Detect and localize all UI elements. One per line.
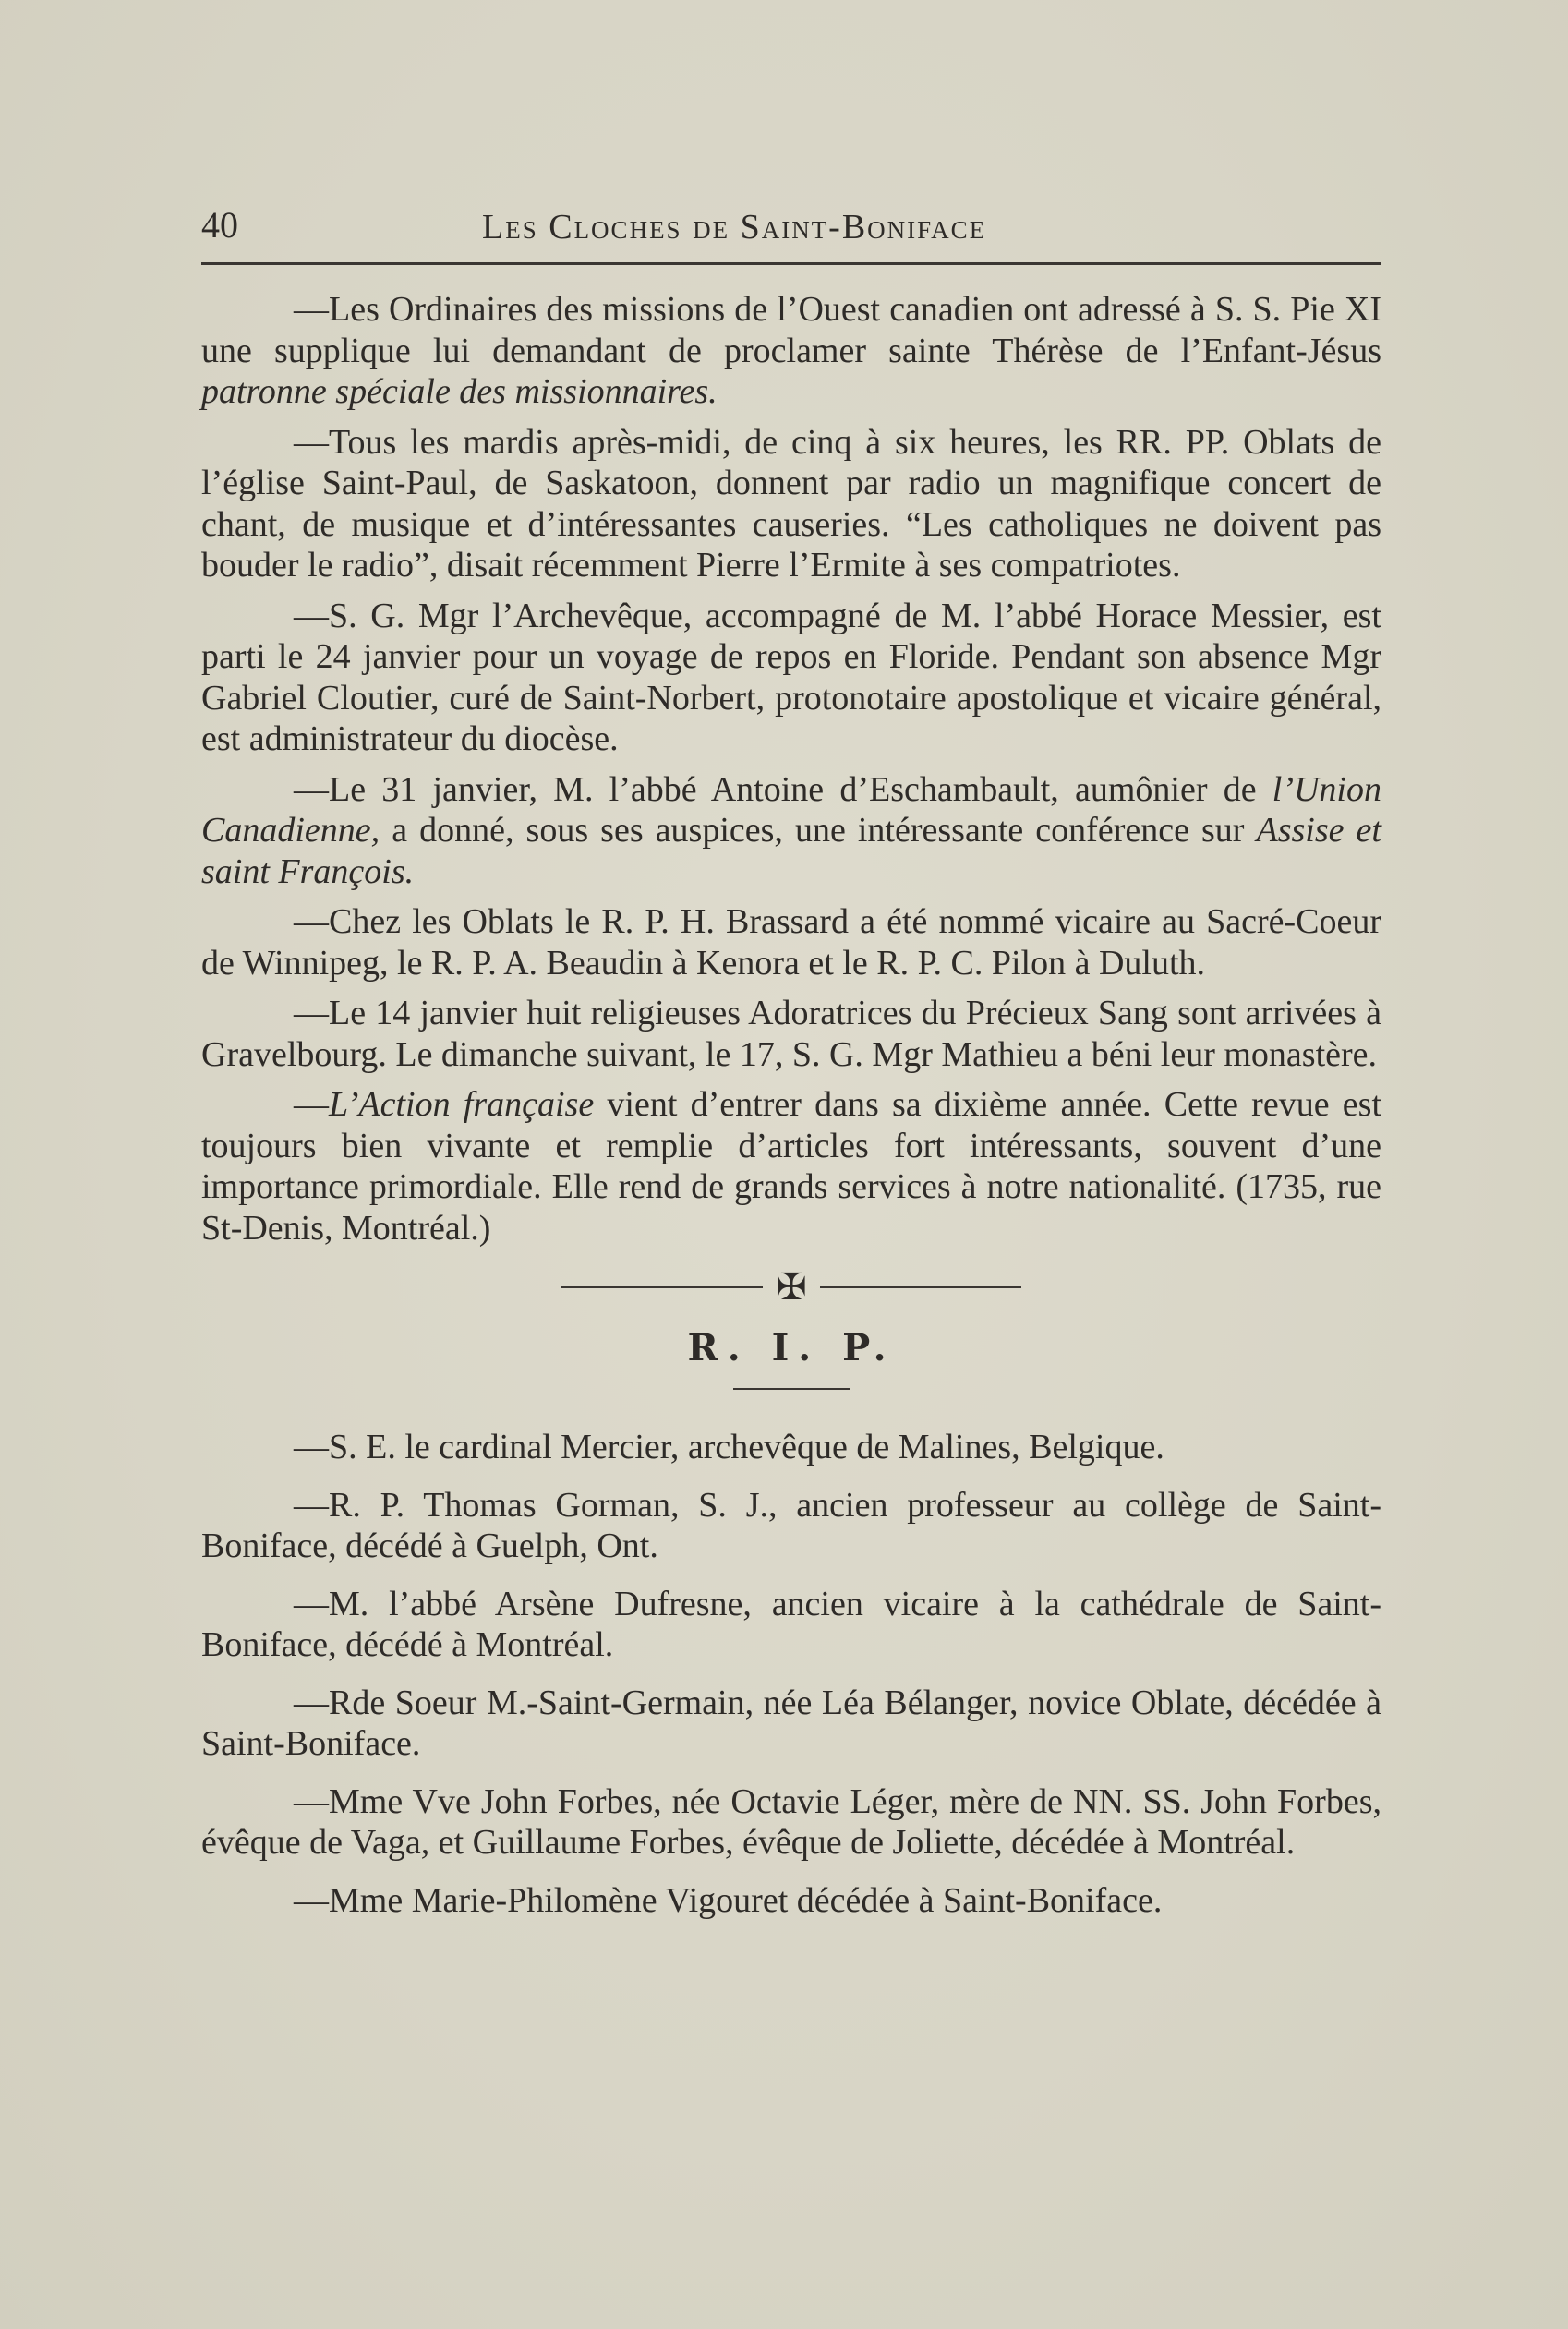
- rip-item: —M. l’abbé Arsène Dufresne, ancien vicaire à la cathédrale de Saint-Boniface, décédé à Montréal.: [201, 1584, 1381, 1664]
- rip-item: —R. P. Thomas Gorman, S. J., ancien professeur au collège de Saint-Boniface, décédé à Guelph, Ont.: [201, 1485, 1381, 1565]
- italic-run: patronne spéciale des missionnaires.: [201, 372, 718, 411]
- running-title: Les Cloches de Saint-Boniface: [482, 208, 987, 247]
- rip-title: R. I. P.: [687, 1326, 896, 1370]
- news-paragraph: [201, 596, 1381, 760]
- rip-item: —Mme Vve John Forbes, née Octavie Léger, mère de NN. SS. John Forbes, évêque de Vaga, et Guillaume Forbes, évêque de Joliette, décédée à Montréal.: [201, 1781, 1381, 1862]
- text-run: —Les Ordinaires des missions de l’Ouest canadien ont adressé à S. S. Pie XI une supplique lui demandant de proclamer sainte Thérèse de l’Enfant-Jésus: [201, 290, 1381, 370]
- news-paragraph: [201, 1084, 1381, 1249]
- italic-run: Assise et saint François.: [201, 811, 1381, 891]
- text-run: —: [294, 1085, 329, 1124]
- text-run: —Le 14 janvier huit religieuses Adoratrices du Précieux Sang sont arrivées à Gravelbourg. Le dimanche suivant, le 17, S. G. Mgr Mathieu a béni leur monastère.: [201, 994, 1381, 1074]
- document-page: [201, 203, 1381, 1921]
- rip-item: —S. E. le cardinal Mercier, archevêque de Malines, Belgique.: [294, 1428, 1164, 1466]
- text-run: a donné, sous ses auspices, une intéressante conférence sur: [380, 811, 1257, 850]
- news-paragraph: [201, 769, 1381, 893]
- ornament-rule-left: [561, 1286, 763, 1288]
- news-paragraph: [201, 289, 1381, 413]
- cross-icon: ✠: [776, 1266, 807, 1309]
- news-paragraph: [201, 422, 1381, 586]
- news-paragraph: [201, 901, 1381, 983]
- rip-section: [201, 1427, 1381, 1921]
- rip-item: —Rde Soeur M.-Saint-Germain, née Léa Bélanger, novice Oblate, décédée à Saint-Boniface.: [201, 1683, 1381, 1763]
- text-run: —Tous les mardis après-midi, de cinq à six heures, les RR. PP. Oblats de l’église Saint-Paul, de Saskatoon, donnent par radio un magnifique concert de chant, de musique et d’intéressantes causeries. “Les catholiques ne doivent pas bouder le radio”, disait récemment Pierre l’Ermite à ses compatriotes.: [201, 422, 1381, 585]
- ornament-rule-right: [820, 1286, 1021, 1288]
- italic-run: L’Action française: [329, 1085, 595, 1124]
- text-run: —S. G. Mgr l’Archevêque, accompagné de M. l’abbé Horace Messier, est parti le 24 janvier pour un voyage de repos en Floride. Pendant son absence Mgr Gabriel Cloutier, curé de Saint-Norbert, protonotaire apostolique et vicaire général, est administrateur du diocèse.: [201, 596, 1381, 758]
- news-section: [201, 289, 1381, 1249]
- running-head: [201, 203, 1381, 262]
- section-ornament: [201, 1266, 1381, 1309]
- text-run: vient d’entrer dans sa dixième année. Cette revue est toujours bien vivante et remplie d’articles fort intéressants, souvent d’une importance primordiale. Elle rend de grands services à notre nationalité. (1735, rue St-Denis, Montréal.): [201, 1085, 1381, 1248]
- text-run: —Chez les Oblats le R. P. H. Brassard a été nommé vicaire au Sacré-Coeur de Winnipeg, le R. P. A. Beaudin à Kenora et le R. P. C. Pilon à Duluth.: [201, 902, 1381, 983]
- header-rule: [201, 262, 1381, 265]
- rip-item: —Mme Marie-Philomène Vigouret décédée à Saint-Boniface.: [294, 1880, 1163, 1920]
- news-paragraph: [201, 993, 1381, 1075]
- italic-run: l’Union Canadienne,: [201, 769, 1381, 850]
- text-run: —Le 31 janvier, M. l’abbé Antoine d’Eschambault, aumônier de: [294, 769, 1272, 809]
- title-rule: [733, 1388, 850, 1390]
- page-number: 40: [201, 204, 238, 246]
